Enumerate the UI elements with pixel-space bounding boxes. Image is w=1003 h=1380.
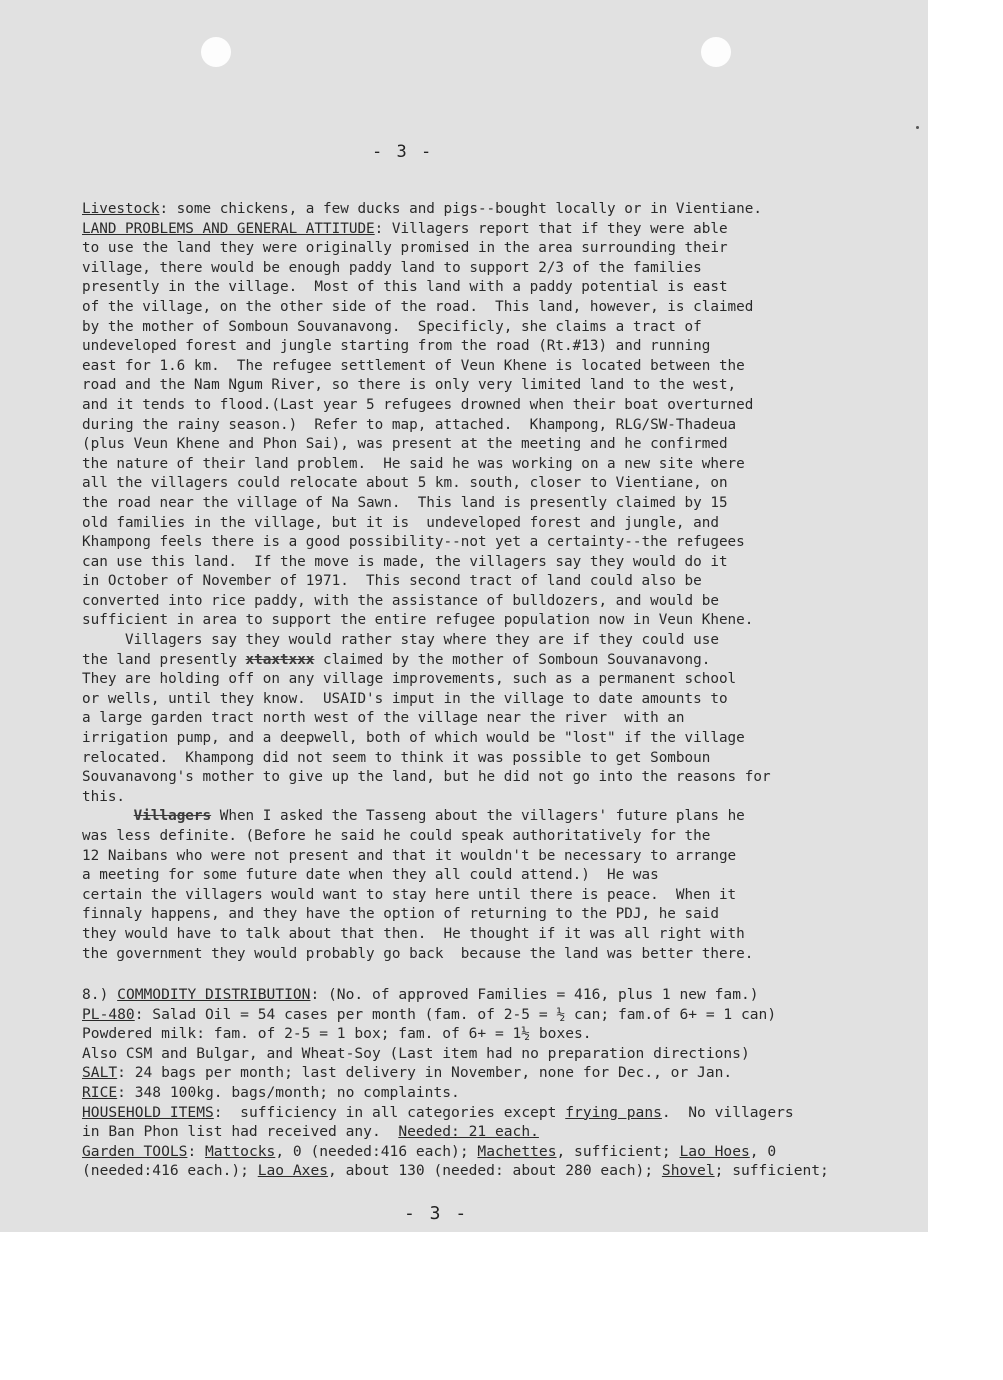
- paragraph-line: presently in the village. Most of this land with a paddy potential is east: [82, 279, 728, 296]
- banphon-text: in Ban Phon list had received any.: [82, 1123, 399, 1141]
- mattocks: Mattocks: [205, 1142, 276, 1160]
- paragraph-line: east for 1.6 km. The refugee settlement of Veun Khene is located between the: [82, 357, 745, 374]
- paragraph-line: the nature of their land problem. He said he was working on a new site where: [82, 455, 745, 472]
- lao-axes: Lao Axes: [257, 1162, 329, 1180]
- paragraph-line: in October of November of 1971. This second tract of land could also be: [82, 573, 702, 590]
- garden-label: Garden TOOLS: [82, 1142, 188, 1160]
- paragraph-line: the road near the village of Na Sawn. This land is presently claimed by 15: [82, 494, 728, 511]
- line-start: the land presently: [82, 651, 246, 668]
- salt-line: [82, 1063, 902, 1083]
- page-number-top: - 3 -: [372, 142, 434, 162]
- household-text: : sufficiency in all categories except: [213, 1103, 566, 1121]
- land-heading: LAND PROBLEMS AND GENERAL ATTITUDE: [82, 220, 375, 237]
- household-line: [82, 1103, 902, 1123]
- hoes-text: , 0: [749, 1142, 777, 1160]
- paragraph-line: undeveloped forest and jungle starting from the road (Rt.#13) and running: [82, 338, 711, 355]
- pl480-label: PL-480: [82, 1005, 135, 1023]
- livestock-label: Livestock: [82, 201, 160, 217]
- paper-speck: [916, 126, 919, 129]
- paragraph-line: road and the Nam Ngum River, so there is only very limited land to the west,: [82, 377, 737, 394]
- paragraph-line: village, there would be enough paddy land to support 2/3 of the families: [82, 259, 702, 276]
- paragraph-line: by the mother of Somboun Souvanavong. Specificly, she claims a tract of: [82, 318, 702, 335]
- paragraph-line: of the village, on the other side of the road. This land, however, is claimed: [82, 298, 754, 315]
- paragraph-line: relocated. Khampong did not seem to think it was possible to get Somboun: [82, 749, 711, 766]
- paragraph-line: [82, 651, 882, 671]
- livestock-line: [82, 200, 882, 220]
- commodity-heading: COMMODITY DISTRIBUTION: [117, 986, 311, 1003]
- paragraph-line: can use this land. If the move is made, the villagers say they would do it: [82, 553, 728, 570]
- machettes: Machettes: [477, 1142, 557, 1160]
- tools-line: [82, 1161, 902, 1181]
- pl480-line: [82, 1005, 902, 1025]
- land-heading-line: [82, 220, 882, 240]
- struck-text: Villagers: [133, 808, 212, 825]
- commodity-section: [82, 985, 902, 1181]
- salt-label: SALT: [82, 1064, 118, 1082]
- frying-pans: frying pans: [565, 1103, 662, 1121]
- paragraph-line: sufficient in area to support the entire refugee population now in Veun Khene.: [82, 612, 754, 629]
- paragraph-line: Khampong feels there is a good possibility--not yet a certainty--the refugees: [82, 534, 745, 551]
- paragraph-line: the government they would probably go back because the land was better there.: [82, 945, 754, 962]
- needed416-text: (needed:416 each.);: [82, 1162, 258, 1180]
- line-rest: When I asked the Tasseng about the villagers' future plans he: [211, 808, 745, 825]
- axes-text: , about 130 (needed: about 280 each);: [328, 1162, 662, 1180]
- garden-line: Garden TOOLS: Mattocks, 0 (needed:416 each); Machettes, sufficient; Lao Hoes, 0: [82, 1142, 777, 1160]
- banphon-line: [82, 1122, 902, 1142]
- machettes-text: , sufficient;: [556, 1142, 680, 1160]
- punch-hole-left: [201, 37, 231, 67]
- milk-line: Powdered milk: fam. of 2-5 = 1 box; fam. of 6+ = 1½ boxes.: [82, 1025, 592, 1043]
- paragraph-line: irrigation pump, and a deepwell, both of which would be "lost" if the village: [82, 730, 745, 747]
- paragraph-line: converted into rice paddy, with the assistance of bulldozers, and would be: [82, 592, 719, 609]
- paragraph-line: old families in the village, but it is undeveloped forest and jungle, and: [82, 514, 719, 531]
- paragraph-line: and it tends to flood.(Last year 5 refugees drowned when their boat overturned: [82, 396, 754, 413]
- paragraph-line: certain the villagers would want to stay here until there is peace. When it: [82, 886, 737, 903]
- rice-line: [82, 1083, 902, 1103]
- livestock-text: : some chickens, a few ducks and pigs--bought locally or in Vientiane.: [159, 201, 762, 217]
- rice-text: : 348 100kg. bags/month; no complaints.: [117, 1083, 460, 1101]
- shovel: Shovel: [661, 1162, 715, 1180]
- mattocks-text: , 0 (needed:416 each);: [275, 1142, 478, 1160]
- paragraph-line: this.: [82, 788, 126, 805]
- paragraph-line: Villagers say they would rather stay where they are if they could use: [82, 632, 719, 649]
- punch-hole-right: [701, 37, 731, 67]
- paragraph-line: Souvanavong's mother to give up the land, but he did not go into the reasons for: [82, 769, 771, 786]
- rice-label: RICE: [82, 1083, 118, 1101]
- paragraph-line: (plus Veun Khene and Phon Sai), was present at the meeting and he confirmed: [82, 436, 728, 453]
- paragraph-line: finnaly happens, and they have the option of returning to the PDJ, he said: [82, 906, 719, 923]
- paragraph-line: all the villagers could relocate about 5 km. south, closer to Vientiane, on: [82, 475, 728, 492]
- household-tail: . No villagers: [661, 1103, 794, 1121]
- shovel-text: ; sufficient;: [714, 1162, 829, 1180]
- paragraph-line: 12 Naibans who were not present and that it wouldn't be necessary to arrange: [82, 847, 737, 864]
- struck-text: xtaxtxxx: [245, 651, 315, 668]
- paragraph-line: a large garden tract north west of the village near the river with an: [82, 710, 685, 727]
- paragraph-line: was less definite. (Before he said he could speak authoritatively for the: [82, 828, 711, 844]
- section-number: 8.): [82, 986, 118, 1003]
- commodity-heading-rest: : (No. of approved Families = 416, plus 1 new fam.): [310, 986, 759, 1003]
- household-label: HOUSEHOLD ITEMS: [82, 1103, 214, 1121]
- paragraph-line: a meeting for some future date when they all could attend.) He was: [82, 867, 659, 884]
- paragraph-line: they would have to talk about that then. He thought if it was all right with: [82, 925, 745, 942]
- paragraph-line: [82, 807, 882, 827]
- paragraph-line: during the rainy season.) Refer to map, attached. Khampong, RLG/SW-Thadeua: [82, 416, 737, 433]
- salt-text: : 24 bags per month; last delivery in November, none for Dec., or Jan.: [117, 1064, 733, 1082]
- paragraph-line: They are holding off on any village improvements, such as a permanent school: [82, 671, 737, 688]
- commodity-heading-line: [82, 985, 902, 1005]
- lao-hoes: Lao Hoes: [679, 1142, 750, 1160]
- pl480-text: : Salad Oil = 54 cases per month (fam. of 2-5 = ½ can; fam.of 6+ = 1 can): [134, 1005, 777, 1023]
- line-rest: claimed by the mother of Somboun Souvanavong.: [314, 651, 711, 668]
- page-number-bottom: - 3 -: [404, 1203, 469, 1224]
- paragraph-line: or wells, until they know. USAID's imput in the village to date amounts to: [82, 690, 728, 707]
- csm-line: Also CSM and Bulgar, and Wheat-Soy (Last item had no preparation directions): [82, 1044, 750, 1062]
- land-first-line: : Villagers report that if they were able: [374, 220, 728, 237]
- paragraph-line: to use the land they were originally promised in the area surrounding their: [82, 240, 728, 257]
- report-body: [82, 200, 882, 964]
- needed-text: Needed: 21 each.: [398, 1123, 539, 1141]
